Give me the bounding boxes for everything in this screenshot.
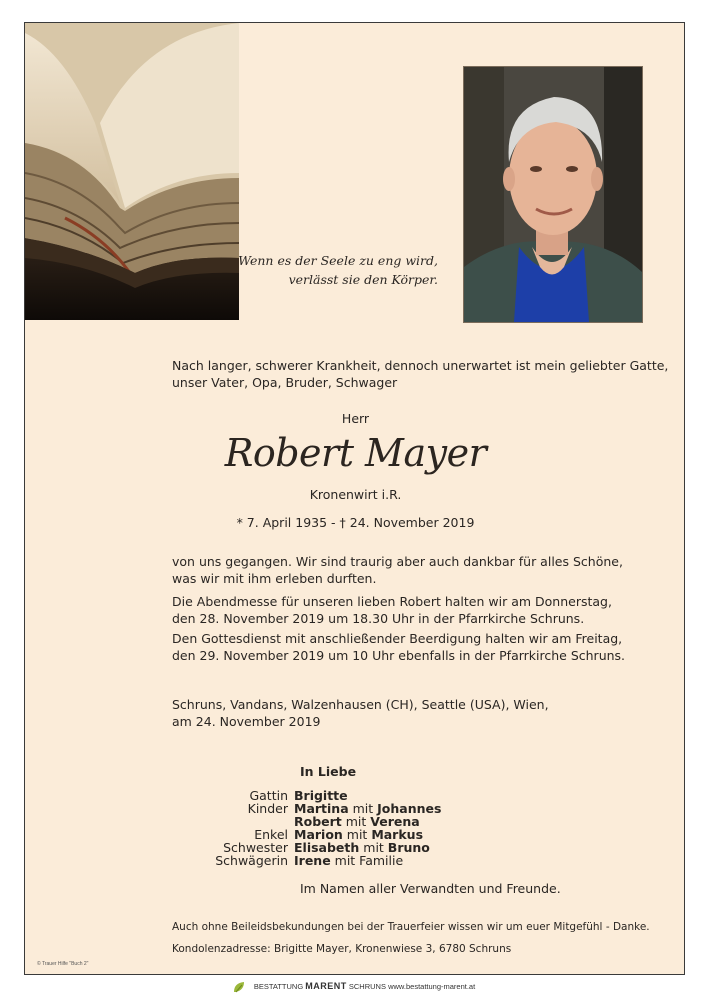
family-member-name: Markus — [371, 827, 424, 842]
family-list — [165, 789, 441, 867]
occupation: Kronenwirt i.R. — [309, 487, 402, 502]
family-connector: mit — [359, 840, 388, 855]
family-member-name: Irene — [294, 853, 331, 868]
evening-mass-text: Die Abendmesse für unseren lieben Robert halten wir am Donnerstag, den 28. November 2019 um 18.30 Uhr in der Pfarrkirche Schruns. — [172, 594, 612, 626]
family-connector: mit — [341, 814, 371, 829]
funeral-text: Den Gottesdienst mit anschließender Beerdigung halten wir am Freitag, den 29. November 2019 um 10 Uhr ebenfalls in der Pfarrkirche Schruns. — [172, 631, 626, 663]
leaf-logo-icon — [232, 980, 248, 994]
family-member-name: Robert — [294, 814, 342, 829]
salutation: Herr — [341, 411, 370, 426]
footer-prefix: BESTATTUNG — [253, 982, 304, 991]
relatives-text: Im Namen aller Verwandten und Freunde. — [300, 881, 561, 896]
family-relation-label: Gattin — [249, 788, 288, 803]
family-connector: mit — [342, 827, 372, 842]
family-names — [294, 854, 403, 867]
place-date-text: Schruns, Vandans, Walzenhausen (CH), Seattle (USA), Wien, am 24. November 2019 — [172, 697, 549, 729]
footer-town: SCHRUNS — [348, 982, 386, 991]
family-member-name: Brigitte — [294, 788, 348, 803]
open-book-image — [25, 23, 239, 320]
footer-url[interactable]: www.bestattung-marent.at — [388, 982, 476, 991]
family-member-name: Marion — [294, 827, 343, 842]
family-relation-label: Schwägerin — [215, 853, 288, 868]
portrait-photo — [463, 66, 643, 323]
family-relation-label: Schwester — [223, 840, 288, 855]
family-row — [165, 854, 441, 867]
family-relation-label: Enkel — [254, 827, 288, 842]
quote-line-2: verlässt sie den Körper. — [288, 272, 438, 287]
condolence-address: Kondolenzadresse: Brigitte Mayer, Kronenwiese 3, 6780 Schruns — [172, 943, 512, 955]
condolence-note: Auch ohne Beileidsbekundungen bei der Trauerfeier wissen wir um euer Mitgefühl - Danke. — [172, 921, 650, 933]
copyright-text: © Trauer Hilfe "Buch 2" — [37, 961, 89, 967]
family-member-name: Martina — [294, 801, 349, 816]
family-member-name: Johannes — [377, 801, 442, 816]
intro-text: Nach langer, schwerer Krankheit, dennoch unerwartet ist mein geliebter Gatte, unser Vater, Opa, Bruder, Schwager — [172, 358, 669, 390]
passing-text: von uns gegangen. Wir sind traurig aber auch dankbar für alles Schöne, was wir mit ihm erleben durften. — [172, 554, 623, 586]
family-member-name: Bruno — [387, 840, 430, 855]
parte-card — [24, 22, 685, 975]
footer-brand: MARENT — [305, 981, 347, 991]
in-love-heading: In Liebe — [300, 764, 357, 779]
family-connector: mit — [348, 801, 378, 816]
life-dates: * 7. April 1935 - † 24. November 2019 — [236, 515, 475, 530]
family-member-name: Elisabeth — [294, 840, 360, 855]
deceased-name: Robert Mayer — [224, 431, 487, 475]
family-member-name: Verena — [370, 814, 420, 829]
footer — [0, 976, 707, 1000]
quote-line-1: Wenn es der Seele zu eng wird, — [238, 253, 438, 268]
family-connector: mit Familie — [330, 853, 404, 868]
quote — [225, 251, 438, 289]
family-relation-label: Kinder — [247, 801, 288, 816]
